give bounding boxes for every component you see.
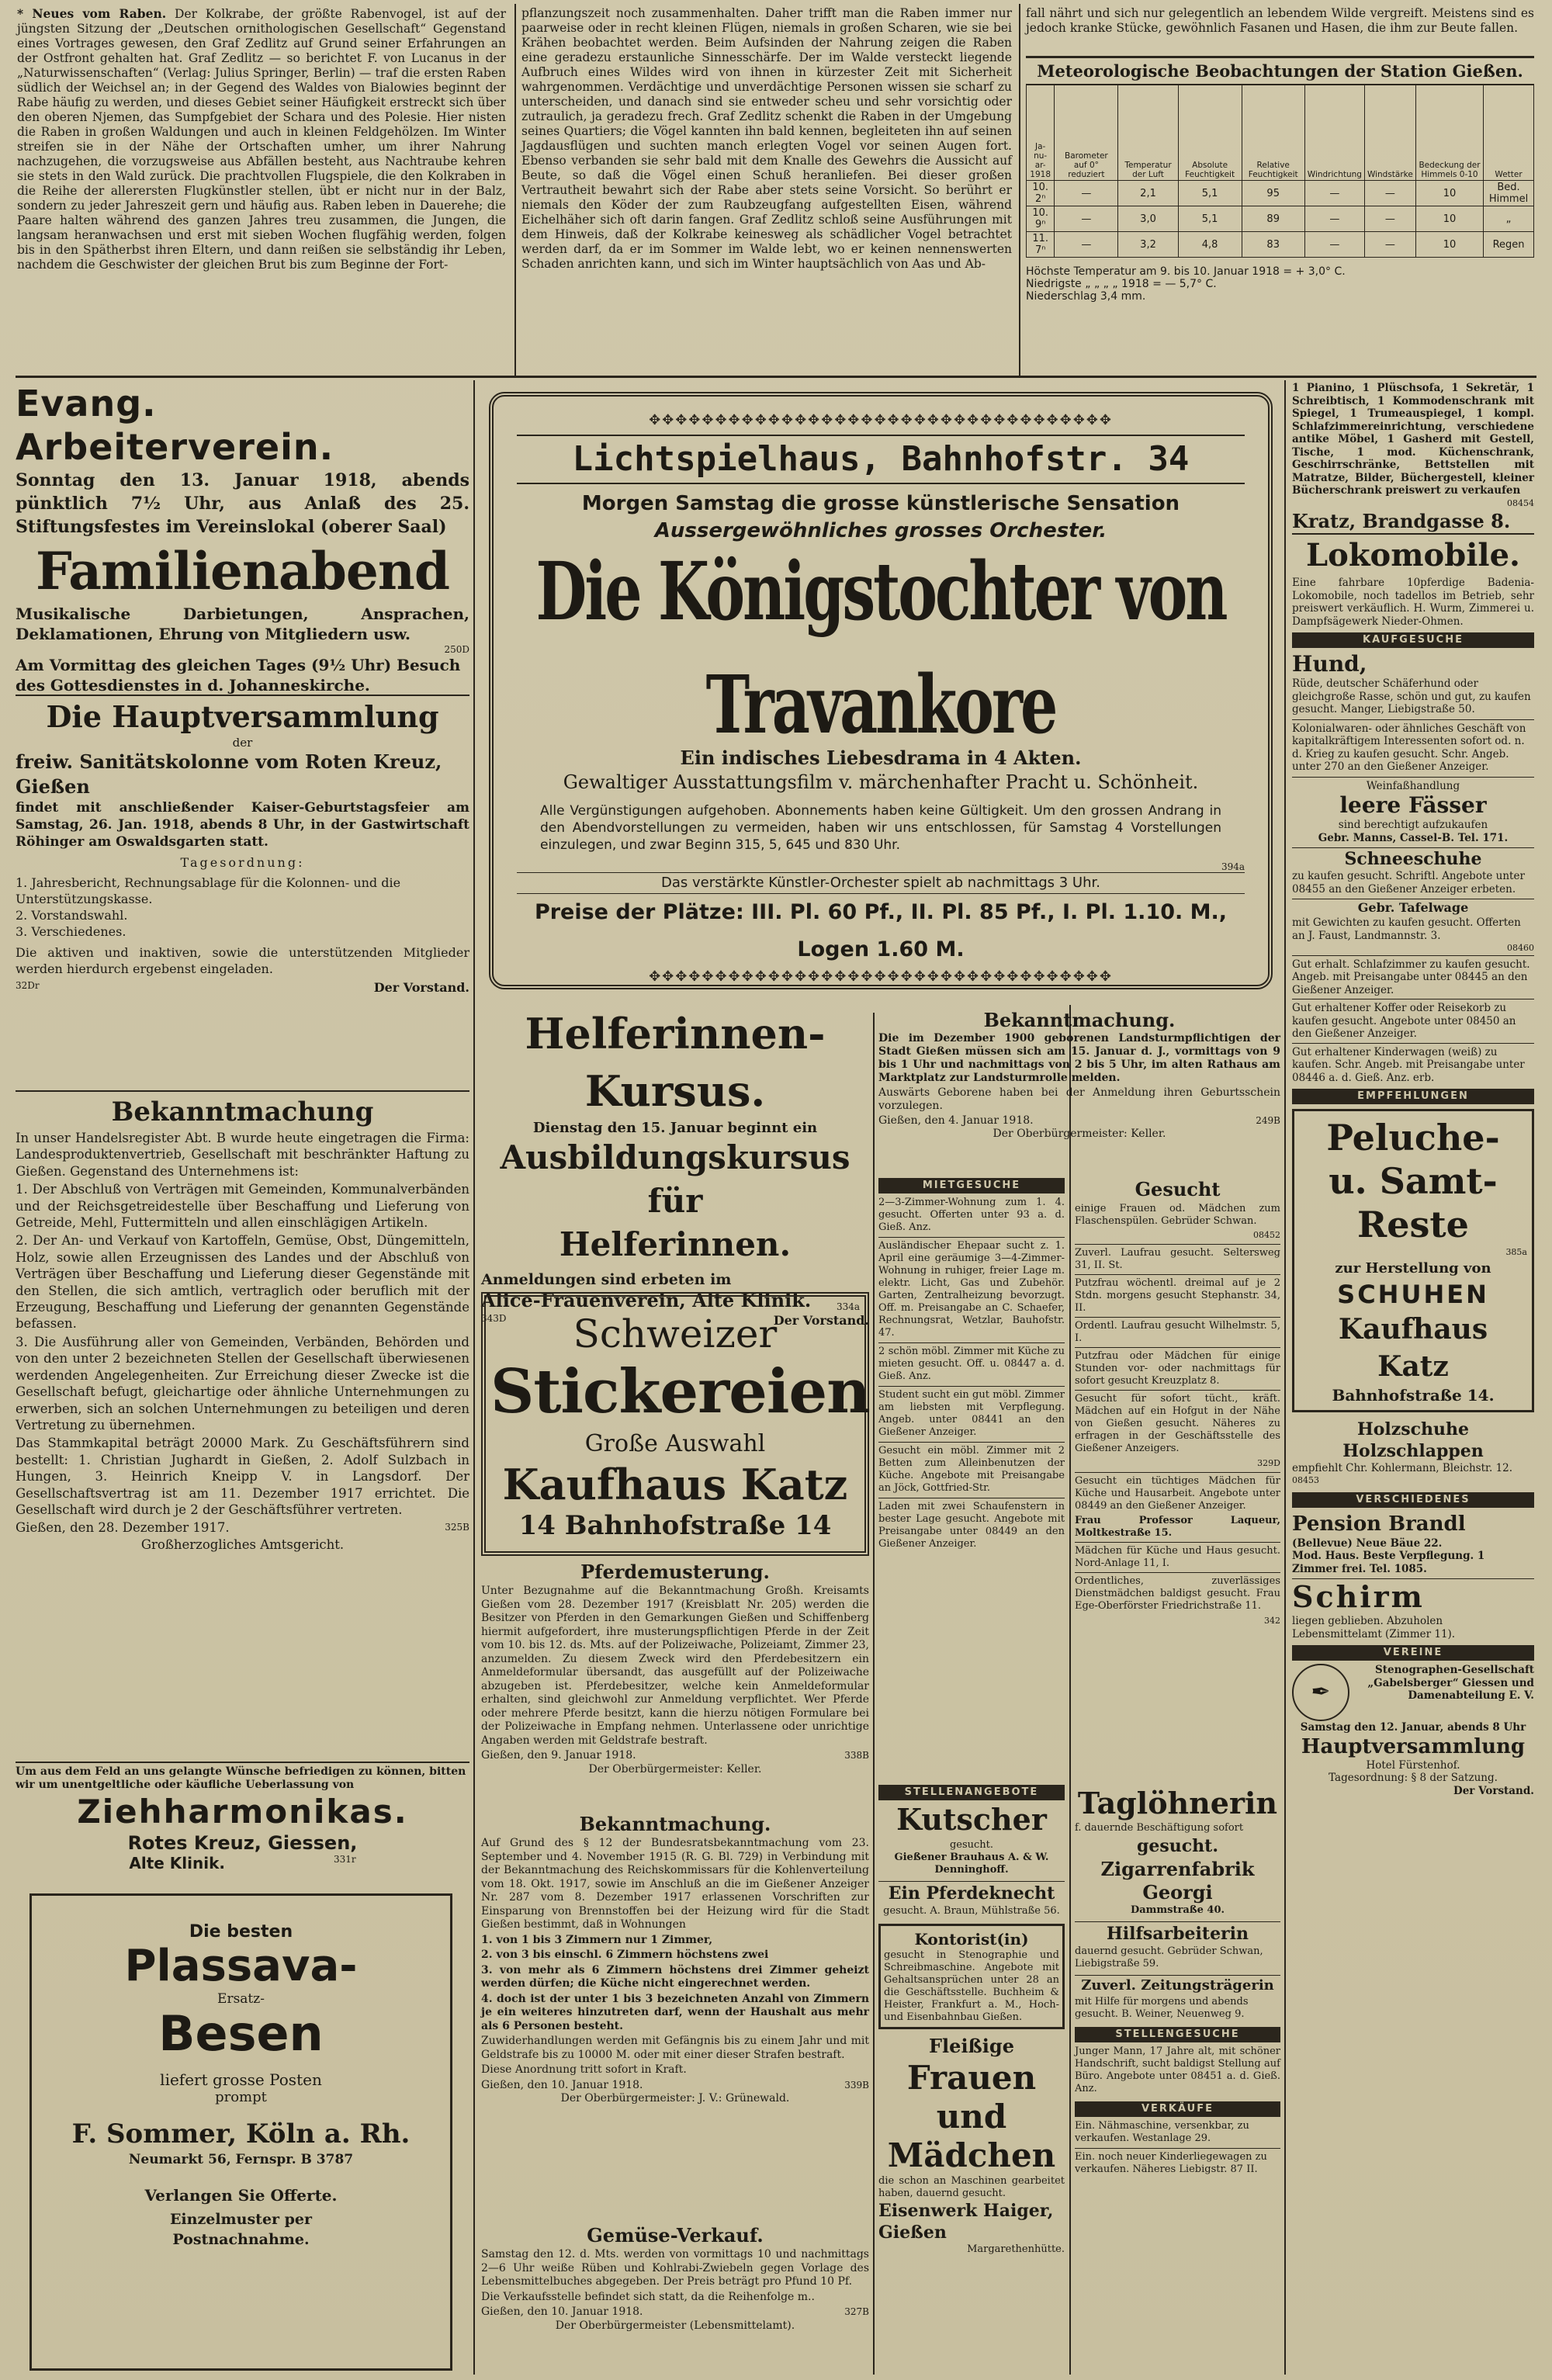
ad-text: dauernd gesucht. Gebrüder Schwan, Liebigstraße 59. bbox=[1075, 1945, 1263, 1969]
weather-cell: 11. 7ⁿ bbox=[1027, 232, 1055, 258]
section-gesucht bbox=[1075, 1178, 1280, 1783]
notice-item: 3. von mehr als 6 Zimmern höchstens drei Zimmer geheizt werden dürfen; die Küche nicht eingerechnet werden. bbox=[481, 1963, 869, 1990]
notice-text: Das Stammkapital beträgt 20000 Mark. Zu Geschäftsführern sind bestellt: 1. Christian Jughardt in Gießen, 2. Adolf Sulzbach in Hungen, 3. Heinrich Kneipp V. in Langsdorf. Der Gesellschaftsvertrag ist am 11. Dezember 1917 errichtet. Die Gesellschaft wird durch je 2 der Geschäftsführer vertreten. bbox=[16, 1436, 469, 1517]
weather-cell: — bbox=[1055, 181, 1118, 206]
notice-title: Pferdemusterung. bbox=[580, 1561, 770, 1583]
classified-ad: Gesucht ein möbl. Zimmer mit 2 Betten zum Alleinbenutzen der Küche. Angebote mit Preisangabe an Jöck, Gottfried-Str. bbox=[878, 1442, 1065, 1495]
ad-code: 394a bbox=[1221, 861, 1245, 872]
ad-title: Kutscher bbox=[896, 1802, 1047, 1837]
ad-der: der bbox=[232, 736, 253, 750]
ad-title: Schirm bbox=[1292, 1578, 1534, 1615]
ad-text: Rüde, deutscher Schäferhund oder gleichgroße Rasse, schön und gut, zu kaufen gesucht. Manger, Liebigstraße 50. bbox=[1292, 677, 1531, 715]
weather-cell: 10 bbox=[1415, 232, 1483, 258]
ad-line4: Kaufhaus Katz bbox=[502, 1460, 848, 1509]
notice-item: 2. von 3 bis einschl. 6 Zimmern höchstens zwei bbox=[481, 1949, 769, 1961]
notice-code: 325B bbox=[445, 1522, 469, 1533]
section-mietgesuche bbox=[878, 1178, 1065, 1783]
ad-prices: Preise der Plätze: III. Pl. 60 Pf., II. Pl. 85 Pf., I. Pl. 1.10. M., Logen 1.60 M. bbox=[534, 900, 1228, 961]
weather-cell: — bbox=[1364, 232, 1415, 258]
section-header: STELLENGESUCHE bbox=[1075, 2027, 1280, 2042]
weather-cell: Regen bbox=[1484, 232, 1534, 258]
ad-firm: Eisenwerk Haiger, Gießen bbox=[878, 2201, 1054, 2243]
notice-text: Samstag den 12. d. Mts. werden von vormittags 10 und nachmittags 2—6 Uhr weiße Rüben und Kohlrabi-Zwiebeln gegen Vorlage des Lebensmittelbuches abgegeben. Der Preis beträgt pro Pfund 10 Pf. bbox=[481, 2248, 869, 2288]
ad-headline: Familienabend bbox=[35, 541, 450, 601]
ad-peluche bbox=[1292, 1109, 1534, 1412]
ad-text: Samstag den 12. Januar, abends 8 Uhr bbox=[1300, 1721, 1526, 1734]
article-text: fall nährt und sich nur gelegentlich an lebendem Wilde vergreift. Meistens sind es jedoch kranke Stücke, gewöhnlich Fasanen und Hasen, die ihm zur Beute fallen. bbox=[1026, 6, 1534, 35]
ad-best: Die besten bbox=[189, 1922, 293, 1942]
ad-title: Peluche- bbox=[1326, 1117, 1500, 1159]
article-raben-part1 bbox=[17, 6, 506, 371]
ad-text: mit Hilfe für morgens und abends gesucht. B. Weiner, Neuenweg 9. bbox=[1075, 1996, 1249, 2020]
ad-tagesordnung: Tagesordnung: bbox=[180, 855, 305, 870]
ad-title2: u. Samt- bbox=[1329, 1160, 1498, 1202]
ad-text: gesucht. bbox=[949, 1839, 994, 1851]
notice-code: 338B bbox=[844, 1750, 869, 1761]
notice-date: Gießen, den 4. Januar 1918. bbox=[878, 1114, 1034, 1127]
ad-text: Gut erhalt. Schlafzimmer zu kaufen gesucht. Angeb. mit Preisangabe unter 08445 an den Gießener Anzeiger. bbox=[1292, 955, 1534, 997]
weather-cell: — bbox=[1304, 181, 1364, 206]
notice-text: Auswärts Geborene haben bei der Anmeldung ihren Geburtsschein vorzulegen. bbox=[878, 1086, 1280, 1112]
ad-code: 08452 bbox=[1253, 1230, 1280, 1240]
weather-cell: „ bbox=[1484, 206, 1534, 232]
classified-ad: Zuverl. Laufrau gesucht. Seltersweg 31, II. St. bbox=[1075, 1244, 1280, 1272]
notice-gemuese bbox=[481, 2223, 869, 2375]
ad-code: 08454 bbox=[1507, 497, 1534, 508]
ad-program: Musikalische Darbietungen, Ansprachen, Deklamationen, Ehrung von Mitgliedern usw. bbox=[16, 605, 469, 643]
column-rule bbox=[1069, 1005, 1071, 2375]
weather-section bbox=[1026, 56, 1534, 374]
notice-title: Bekanntmachung. bbox=[579, 1813, 771, 1835]
notice-text: Unter Bezugnahme auf die Bekanntmachung Großh. Kreisamts Gießen vom 28. Dezember 1917 (Kreisblatt Nr. 205) werden die Besitzer von Pferden in den Gemarkungen Gießen und Schiffenberg hiermit aufgefordert, ihre musterungspflichtigen Pferde in der Zeit vom 10. bis 12. ds. Mts. auf der Polizeiwache, Polizeiamt, Zimmer 23, anzumelden. Zu diesem Zweck wird den Pferdebesitzern ein Anmeldeformular übersandt, das ausgefüllt auf der Polizeiwache abzugeben ist. Pferdebesitzer, welche kein Anmeldeformular erhalten, sind gleichwohl zur Anmeldung verpflichtet. Wer Pferde oder mehrere Pferde besitzt, kann die hierzu nötigen Formulare bei der Polizeiwache in Empfang nehmen. Unterlassene oder unrichtige Angaben werden mit Geldstrafe bestraft. bbox=[481, 1585, 869, 1747]
ad-text: Tagesordnung: § 8 der Satzung. bbox=[1329, 1772, 1498, 1784]
weather-cell: 5,1 bbox=[1178, 206, 1242, 232]
ad-text: Kolonialwaren- oder ähnliches Geschäft von kapitalkräftigem Interessenten sofort od. n. d. Krieg zu kaufen gesucht. Schr. Angeb. unter 270 an den Gießener Anzeiger. bbox=[1292, 719, 1534, 774]
ad-orchestra2: Das verstärkte Künstler-Orchester spielt ab nachmittags 3 Uhr. bbox=[517, 872, 1245, 894]
ad-cinema: ✥✥✥✥✥✥✥✥✥✥✥✥✥✥✥✥✥✥✥✥✥✥✥✥✥✥✥✥✥✥✥✥✥✥✥ Lichtspielhaus, Bahnhofstr. 34 Morgen Samstag die grosse künstlerische Sensation Aussergewöhnliches grosses Orchester. Die Königstochter von Travankore Ein indisches Liebesdrama in 4 Akten. Gewaltiger Ausstattungsfilm v. märchenhafter Pracht u. Schönheit. Alle Vergünstigungen aufgehoben. Abonnements haben keine Gültigkeit. Um den grossen Andrang in den Abendvorstellungen zu vermeiden, haben wir uns entschlossen, für Samstag 4 Vorstellungen einzulegen, und zwar Beginn 315, 5, 645 und 830 Uhr. 394a Das verstärkte Künstler-Orchester spielt ab nachmittags 3 Uhr. Preise der Plätze: III. Pl. 60 Pf., II. Pl. 85 Pf., I. Pl. 1.10. M., Logen 1.60 M. ✥✥✥✥✥✥✥✥✥✥✥✥✥✥✥✥✥✥✥✥✥✥✥✥✥✥✥✥✥✥✥✥✥✥✥ bbox=[489, 392, 1273, 989]
ad-title: Taglöhnerin bbox=[1077, 1786, 1278, 1821]
ad-title: Lichtspielhaus, Bahnhofstr. 34 bbox=[517, 435, 1245, 484]
ad-firm: Zigarrenfabrik Georgi bbox=[1100, 1858, 1255, 1904]
ad-code: 342 bbox=[1264, 1616, 1280, 1626]
notice-item: 1. von 1 bis 3 Zimmern nur 1 Zimmer, bbox=[481, 1933, 713, 1946]
ad-evang-arbeiterverein bbox=[16, 382, 469, 695]
weather-cell: 10 bbox=[1415, 206, 1483, 232]
ad-title: Ein Pferdeknecht bbox=[878, 1881, 1065, 1905]
ad-org: freiw. Sanitätskolonne vom Roten Kreuz, Gießen bbox=[16, 750, 442, 798]
ad-title2: Besen bbox=[158, 2005, 324, 2062]
ad-plassava bbox=[29, 1893, 452, 2371]
ad-items bbox=[16, 875, 469, 940]
ad-title: Evang. Arbeiterverein. bbox=[16, 383, 334, 468]
ad-code: 32Dr bbox=[16, 980, 40, 991]
ad-title3: Reste bbox=[1357, 1204, 1469, 1245]
weather-cell: 10. 2ⁿ bbox=[1027, 181, 1055, 206]
weather-header: Absolute Feuchtigkeit bbox=[1178, 85, 1242, 181]
ad-title2: Holzschlappen bbox=[1342, 1440, 1484, 1461]
notice-title: Gemüse-Verkauf. bbox=[587, 2224, 764, 2247]
ad-addr: Alte Klinik. bbox=[129, 1854, 225, 1872]
ad-code: 250D bbox=[444, 644, 469, 655]
ad-text: Eine fahrbare 10pferdige Badenia-Lokomobile, noch tadellos im Betrieb, sehr preiswert verkäuflich. H. Wurm, Zimmerei u. Dampfsägewerk Nieder-Ohmen. bbox=[1292, 577, 1534, 628]
section-rule bbox=[16, 376, 1536, 378]
ad-text: gesucht. bbox=[1137, 1836, 1218, 1856]
notice-date: Gießen, den 9. Januar 1918. bbox=[481, 1749, 636, 1762]
ad-text: Gut erhaltener Koffer oder Reisekorb zu kaufen gesucht. Angebote unter 08450 an den Gießener Anzeiger. bbox=[1292, 999, 1534, 1041]
weather-cell: 3,2 bbox=[1118, 232, 1178, 258]
classified-ad: Ausländischer Ehepaar sucht z. 1. April eine geräumige 3—4-Zimmer-Wohnung in ruhiger, freier Lage m. elektr. Licht, Gas und Zubehör. Garten, Zentralheizung bevorzugt. Off. m. Preisangabe an C. Schaefer, Rechnungsrat, Wetzlar, Bauhofstr. 47. bbox=[878, 1237, 1065, 1339]
article-text: pflanzungszeit noch zusammenhalten. Daher trifft man die Raben immer nur paarweise oder in recht kleinen Flügen, niemals in großen Scharen, wie sie bei Krähen beobachtet werden. Beim Aufsinden der Nahrung zeigen die Raben eine geradezu erstaunliche Sinnesschärfe. Der im Walde versteckt liegende Aufbruch eines Wildes wird von ihnen in kürzester Zeit mit Sicherheit wahrgenommen. Verdächtige und unverdächtige Personen wissen sie scharf zu unterscheiden, und danach sind sie entweder scheu und sehr vorsichtig oder zutraulich, ja geradezu frech. Graf Zedlitz schenkt die Raben in der Umgebung seines Quartiers; die Vögel kannten ihn bald kennen, begleiteten ihn auf seinen Jagdausflügen und suchten manch erlegten Vogel vor seinen Augen fort. Ebenso verbanden sie sehr bald mit dem Knalle des Gewehrs die Aussicht auf Beute, so daß die Vögel einen Schuß heranliefen. Bei dieser großen Vertrautheit bewahrt sich der Rabe aber stets seine Vorsicht. So berührt er niemals den Köder der zum Raubzeugfang aufgestellten Eisen, während Eichelhäher sich oft darin fangen. Graf Zedlitz schloß seine Ausführungen mit dem Hinweis, daß der Kolkrabe keinesweg als schädlicher Vogel betrachtet werden darf, da er im Sommer im Walde lebt, wo er keinen nennenswerten Schaden anrichten kann, und sich im Winter hauptsächlich von Aas und Ab- bbox=[521, 6, 1012, 271]
ad-text: Ein. noch neuer Kinderliegewagen zu verkaufen. Näheres Liebigstr. 87 II. bbox=[1075, 2148, 1280, 2176]
ad-sign: Der Vorstand. bbox=[1453, 1784, 1534, 1797]
ad-text: Gießener Brauhaus A. & W. Denninghoff. bbox=[894, 1852, 1049, 1876]
ad-intro: Sonntag den 13. Januar 1918, abends pünktlich 7½ Uhr, aus Anlaß des 25. Stiftungsfestes im Vereinslokal (oberer Saal) bbox=[16, 470, 469, 537]
article-raben-part2 bbox=[521, 6, 1012, 371]
notice-text: Die Verkaufsstelle befindet sich statt, da die Reihenfolge m.. bbox=[481, 2290, 815, 2303]
ad-reg: Anmeldungen sind erbeten im bbox=[481, 1271, 732, 1288]
ad-text: 1 Pianino, 1 Plüschsofa, 1 Sekretär, 1 Schreibtisch, 1 Kommodenschrank mit Spiegel, 1 Trumeauspiegel, 1 kompl. Schlafzimmereinrichtung, verschiedene antike Möbel, 1 Gasherd mit Gestell, Tische, 1 mod. Küchenschrank, Geschirrschränke, Bettstellen mit Matratze, Bilder, Büchergestell, kleiner Bücherschrank preiswert zu verkaufen bbox=[1292, 382, 1534, 497]
weather-header: Barometer auf 0° reduziert bbox=[1055, 85, 1118, 181]
classified-ad: Student sucht ein gut möbl. Zimmer am liebsten mit Verpflegung. Angeb. unter 08441 an den Gießener Anzeiger. bbox=[878, 1386, 1065, 1439]
weather-cell: 95 bbox=[1242, 181, 1304, 206]
ad-code: 343D bbox=[481, 1313, 507, 1324]
weather-header: Windstärke bbox=[1364, 85, 1415, 181]
notice-title: Bekanntmachung. bbox=[983, 1009, 1176, 1031]
section-header: VEREINE bbox=[1292, 1645, 1534, 1661]
weather-cell: — bbox=[1364, 206, 1415, 232]
classified-ad: Laden mit zwei Schaufenstern in bester Lage gesucht. Angebote mit Preisangabe unter 08449 an den Gießener Anzeiger. bbox=[878, 1498, 1065, 1550]
emblem-icon: ✒ bbox=[1292, 1664, 1349, 1721]
weather-header: Temperatur der Luft bbox=[1118, 85, 1178, 181]
weather-row bbox=[1027, 232, 1534, 258]
notice-date: Gießen, den 10. Januar 1918. bbox=[481, 2306, 643, 2318]
weather-cell: 5,1 bbox=[1178, 181, 1242, 206]
weather-cell: — bbox=[1055, 206, 1118, 232]
ad-title: Schneeschuhe bbox=[1292, 847, 1534, 870]
weather-header: Bedeckung der Himmels 0-10 bbox=[1415, 85, 1483, 181]
ad-ziehharmonikas bbox=[16, 1765, 469, 1882]
agenda-item: 2. Vorstandswahl. bbox=[16, 908, 128, 923]
column-rule bbox=[873, 1013, 875, 2375]
notice-date: Gießen, den 10. Januar 1918. bbox=[481, 2078, 643, 2091]
classified-ad: Frau Professor Laqueur, Moltkestraße 15. bbox=[1075, 1515, 1280, 1539]
ad-title: Plassava- bbox=[124, 1941, 358, 1991]
notice-item: 4. doch ist der unter 1 bis 3 bezeichneten Anzahl von Zimmern je ein weiteres hinzutreten darf, wenn der Haushalt aus mehr als 6 Personen besteht. bbox=[481, 1992, 869, 2032]
notice-code: 249B bbox=[1256, 1115, 1280, 1126]
ad-title: Ziehharmonikas. bbox=[77, 1793, 408, 1831]
weather-cell: — bbox=[1304, 206, 1364, 232]
classified-ad: 2—3-Zimmer-Wohnung zum 1. 4. gesucht. Offerten unter 93 a. d. Gieß. Anz. bbox=[878, 1197, 1065, 1233]
ad-title: Pension Brandl bbox=[1292, 1512, 1466, 1536]
classified-ad: Ordentl. Laufrau gesucht Wilhelmstr. 5, I. bbox=[1075, 1317, 1280, 1345]
section-header: VERSCHIEDENES bbox=[1292, 1492, 1534, 1508]
ad-sub: Ein indisches Liebesdrama in 4 Akten. bbox=[680, 747, 1082, 769]
weather-header: Wetter bbox=[1484, 85, 1534, 181]
notice-text: 2. Der An- und Verkauf von Kartoffeln, Gemüse, Obst, Düngemitteln, Holz, sowie allen Erzeugnissen des Landes und der Abschluß von Verträgen über Beschaffung und Lieferung dieser Gegenstände mit den Stellen, die sich amtlich, vertraglich oder beruflich mit der Erzeugung, Beschaffung und Lieferung der genannten Gegenstände befassen. bbox=[16, 1233, 469, 1332]
classified-ad: Putzfrau oder Mädchen für einige Stunden vor- oder nachmittags für sofort gesucht Kreuzplatz 8. bbox=[1075, 1347, 1280, 1387]
ad-note: Alle Vergünstigungen aufgehoben. Abonnements haben keine Gültigkeit. Um den grossen Andrang in den Abendvorstellungen zu vermeiden, haben wir uns entschlossen, für Samstag 4 Vorstellungen einzulegen, und zwar Beginn 315, 5, 645 und 830 Uhr. bbox=[540, 803, 1221, 853]
ad-code: 385a bbox=[1505, 1247, 1527, 1257]
ad-sign: Der Vorstand. bbox=[773, 1313, 869, 1328]
ad-line1: Schweizer bbox=[573, 1311, 778, 1356]
ad-text: empfiehlt Chr. Kohlermann, Bleichstr. 12. bbox=[1292, 1461, 1513, 1474]
weather-cell: 10. 9ⁿ bbox=[1027, 206, 1055, 232]
ad-code: 329D bbox=[1257, 1458, 1280, 1468]
section-right-column bbox=[1292, 382, 1534, 2375]
ad-big: Ausbildungskursus für bbox=[500, 1138, 850, 1220]
ad-text: Hotel Fürstenhof. bbox=[1366, 1758, 1460, 1772]
ad-text: f. dauernde Beschäftigung sofort bbox=[1075, 1822, 1244, 1834]
article-raben-part3 bbox=[1026, 6, 1534, 53]
ad-closing: Die aktiven und inaktiven, sowie die unterstützenden Mitglieder werden hierdurch ergebenst eingeladen. bbox=[16, 945, 469, 976]
ad-text: zur Herstellung von bbox=[1335, 1259, 1491, 1277]
section-stellen-right bbox=[1075, 1785, 1280, 2375]
ad-text: Ein. Nähmaschine, versenkbar, zu verkaufen. Westanlage 29. bbox=[1075, 2120, 1249, 2144]
notice-code: 339B bbox=[844, 2079, 869, 2091]
notice-text: 1. Der Abschluß von Verträgen mit Gemeinden, Kommunalverbänden und der Reichsgetreidestelle über Beschaffung und Lieferung von Getreide, Mehl, Futtermitteln und allen einschlägigen Artikeln. bbox=[16, 1182, 469, 1231]
ad-firm2: Margarethenhütte. bbox=[967, 2243, 1065, 2255]
ad-org: Alice-Frauenverein, Alte Klinik. bbox=[481, 1289, 812, 1311]
section-header: KAUFGESUCHE bbox=[1292, 632, 1534, 648]
ad-firm: F. Sommer, Köln a. Rh. bbox=[71, 2118, 411, 2150]
ad-title: Kontorist(in) bbox=[914, 1930, 1029, 1949]
notice-text: Die im Dezember 1900 geborenen Landsturmpflichtigen der Stadt Gießen müssen sich am 15. Januar d. J., vormittags von 9 bis 1 Uhr und nachmittags von 2 bis 5 Uhr, im alten Rathaus am Marktplatz zur Landsturmrolle melden. bbox=[878, 1032, 1280, 1084]
ad-title: leere Fässer bbox=[1339, 792, 1487, 818]
ad-sub2: Gewaltiger Ausstattungsfilm v. märchenhafter Pracht u. Schönheit. bbox=[563, 771, 1199, 793]
weather-row bbox=[1027, 181, 1534, 206]
ad-text: Mod. Haus. Beste Verpflegung. 1 Zimmer frei. Tel. 1085. bbox=[1292, 1550, 1485, 1575]
ad-line3: Große Auswahl bbox=[584, 1430, 766, 1457]
ad-firm: Kaufhaus Katz bbox=[1338, 1312, 1488, 1383]
classified-ad: Gesucht ein tüchtiges Mädchen für Küche und Hausarbeit. Angebote unter 08449 an den Gießener Anzeiger. bbox=[1075, 1472, 1280, 1512]
ad-line5: 14 Bahnhofstraße 14 bbox=[518, 1510, 832, 1541]
ad-text: gesucht. A. Braun, Mühlstraße 56. bbox=[883, 1905, 1060, 1917]
notice-text: Zuwiderhandlungen werden mit Gefängnis bis zu einem Jahr und mit Geldstrafe bis zu 10000 M. oder mit einer dieser Strafen bestraft. bbox=[481, 2035, 869, 2061]
ad-title: Hauptversammlung bbox=[1301, 1734, 1526, 1758]
classified-ad: einige Frauen od. Mädchen zum Flaschenspülen. Gebrüder Schwan. bbox=[1075, 1203, 1280, 1227]
ad-title: Lokomobile. bbox=[1292, 533, 1534, 577]
column-rule bbox=[1284, 380, 1286, 2375]
agenda-item: 1. Jahresbericht, Rechnungsablage für die Kolonnen- und die Unterstützungskasse. bbox=[16, 875, 401, 906]
classified-ad: Gesucht für sofort tücht., kräft. Mädchen auf ein Hofgut in der Nähe von Gießen gesucht. Näheres zu erfragen in der Geschäftsstelle des Gießener Anzeigers. bbox=[1075, 1390, 1280, 1455]
ad-date: Dienstag den 15. Januar beginnt ein bbox=[532, 1120, 818, 1136]
notice-text: In unser Handelsregister Abt. B wurde heute eingetragen die Firma: Landesproduktenvertrieb, Gesellschaft mit beschränkter Haftung zu Gießen. Gegenstand des Unternehmens ist: bbox=[16, 1131, 469, 1179]
ad-line1: liefert grosse Posten bbox=[160, 2070, 322, 2089]
weather-cell: 2,1 bbox=[1118, 181, 1178, 206]
notice-text: Diese Anordnung tritt sofort in Kraft. bbox=[481, 2063, 687, 2076]
ad-text: findet mit anschließender Kaiser-Geburtstagsfeier am Samstag, 26. Jan. 1918, abends 8 Uhr, in der Gastwirtschaft Röhinger am Oswaldsgarten statt. bbox=[16, 800, 469, 850]
notice-text: Auf Grund des § 12 der Bundesratsbekanntmachung vom 23. September und 4. November 1915 (R. G. Bl. 729) in Verbindung mit der Bekanntmachung des Reichskommissars für die Kohlenverteilung vom 18. Okt. 1917, sowie im Anschluß an die im Gießener Anzeiger Nr. 287 vom 8. Dezember 1917 erlassenen Vorschriften zur Einsparung von Brennstoffen bei der Heizung wird für die Stadt Gießen bestimmt, daß in Wohnungen bbox=[481, 1837, 869, 1931]
notice-text: 3. Die Ausführung aller von Gemeinden, Verbänden, Behörden und von den unter 2 bezeichneten Stellen der Gesellschaft überwiesenen werdenden Angelegenheiten. Zur Erreichung dieser Zwecke ist die Gesellschaft befugt, gleichartige oder ähnliche Unternehmungen zu erwerben, sich an solchen Unternehmungen zu beteiligen und deren Vertretung zu übernehmen. bbox=[16, 1334, 469, 1433]
notice-heizung bbox=[481, 1812, 869, 2219]
ad-sign: Der Vorstand. bbox=[373, 980, 469, 995]
weather-header: Windrichtung bbox=[1304, 85, 1364, 181]
ad-text: Weinfaßhandlung bbox=[1292, 777, 1534, 793]
ad-firm: Gebr. Manns, Cassel-B. Tel. 171. bbox=[1318, 831, 1509, 844]
agenda-item: 3. Verschiedenes. bbox=[16, 924, 126, 939]
weather-cell: — bbox=[1304, 232, 1364, 258]
ad-text: Junger Mann, 17 Jahre alt, mit schöner Handschrift, sucht baldigst Stellung auf Büro. Angebote unter 08451 a. d. Gieß. Anz. bbox=[1075, 2046, 1280, 2094]
ad-hauptversammlung bbox=[16, 698, 469, 1090]
weather-cell: 89 bbox=[1242, 206, 1304, 232]
ad-morning: Morgen Samstag die grosse künstlerische Sensation bbox=[581, 492, 1180, 515]
ad-ask: Verlangen Sie Offerte. bbox=[144, 2186, 338, 2205]
section-header: MIETGESUCHE bbox=[878, 1178, 1065, 1193]
ad-title: Gebr. Tafelwage bbox=[1292, 899, 1534, 916]
weather-table bbox=[1026, 85, 1534, 258]
ad-firm: Kratz, Brandgasse 8. bbox=[1292, 510, 1511, 532]
ad-text: sind berechtigt aufzukaufen bbox=[1338, 819, 1488, 831]
ad-morning: Am Vormittag des gleichen Tages (9½ Uhr) Besuch des Gottesdienstes in d. Johanneskirche. bbox=[16, 656, 461, 695]
notice-code: 327B bbox=[844, 2306, 869, 2317]
ad-text: Gut erhaltener Kinderwagen (weiß) zu kaufen. Schr. Angeb. mit Preisangabe unter 08446 a. d. Gieß. Anz. erb. bbox=[1292, 1043, 1534, 1085]
ad-text: Stenographen-Gesellschaft „Gabelsberger“ Giessen und Damenabteilung E. V. bbox=[1367, 1664, 1534, 1702]
ad-title: Zuverl. Zeitungsträgerin bbox=[1075, 1975, 1280, 1996]
ad-addr: Dammstraße 40. bbox=[1130, 1904, 1225, 1916]
column-rule bbox=[1019, 4, 1020, 376]
ad-stickereien bbox=[481, 1292, 869, 1556]
ad-title: Fleißige bbox=[929, 2035, 1014, 2057]
weather-cell: 83 bbox=[1242, 232, 1304, 258]
ad-title: Helferinnen-Kursus. bbox=[525, 1009, 826, 1116]
ad-film-title: Die Königstochter von Travankore bbox=[535, 545, 1226, 752]
ad-text: liegen geblieben. Abzuholen Lebensmittelamt (Zimmer 11). bbox=[1292, 1615, 1456, 1640]
ad-text: zu kaufen gesucht. Schriftl. Angebote unter 08455 an den Gießener Anzeiger erbeten. bbox=[1292, 870, 1525, 896]
section-stellenangebote bbox=[878, 1785, 1065, 2375]
section-header: STELLENANGEBOTE bbox=[878, 1785, 1065, 1800]
notice-pferdemusterung bbox=[481, 1560, 869, 1808]
ad-addr: Neumarkt 56, Fernspr. B 3787 bbox=[128, 2152, 354, 2167]
notice-sign: Der Oberbürgermeister (Lebensmittelamt). bbox=[555, 2319, 795, 2332]
notice-sign: Der Oberbürgermeister: J. V.: Grünewald. bbox=[560, 2092, 790, 2105]
ad-code: 08460 bbox=[1507, 943, 1534, 953]
weather-header: Relative Feuchtigkeit bbox=[1242, 85, 1304, 181]
weather-cell: — bbox=[1364, 181, 1415, 206]
ad-org: Rotes Kreuz, Giessen, bbox=[127, 1832, 358, 1854]
ad-text: mit Gewichten zu kaufen gesucht. Offerten an J. Faust, Landmannstr. 3. bbox=[1292, 916, 1521, 942]
section-header: EMPFEHLUNGEN bbox=[1292, 1089, 1534, 1104]
notice-sign: Der Oberbürgermeister: Keller. bbox=[588, 1762, 762, 1775]
ad-intro: Um aus dem Feld an uns gelangte Wünsche befriedigen zu können, bitten wir um unentgeltliche oder käufliche Ueberlassung von bbox=[16, 1765, 466, 1791]
weather-title: Meteorologische Beobachtungen der Station Gießen. bbox=[1026, 56, 1534, 85]
notice-date: Gießen, den 28. Dezember 1917. bbox=[16, 1520, 230, 1536]
weather-max: Höchste Temperatur am 9. bis 10. Januar 1918 = + 3,0° C. bbox=[1026, 265, 1346, 278]
ad-text: gesucht in Stenographie und Schreibmaschine. Angebote mit Gehaltsansprüchen unter 28 an die Geschäftsstelle. Buchheim & Heister, Frankfurt a. M., Hoch- und Eisenbahnbau Gießen. bbox=[884, 1949, 1059, 2023]
ad-title: Die Hauptversammlung bbox=[46, 699, 439, 734]
article-text: Der Kolkrabe, der größte Rabenvogel, ist auf der jüngsten Sitzung der „Deutschen ornithologischen Gesellschaft“ Gegenstand eines Vortrages gewesen, den Graf Zedlitz auf Grund seiner Erfahrungen an der Ostfront gehalten hat. Graf Zedlitz — so berichtet F. von Lucanus in der „Naturwissenschaften“ (Verlag: Julius Springer, Berlin) — traf die ersten Raben südlich der Weichsel an; in der Gegend des Waldes von Bialowies beginnt der Rabe häufig zu werden, und dieses Gebiet seiner Häufigkeit erstreckt sich über den oberen Njemen, das Sumpfgebiet der Schara und des Polesie. Hier nisten die Raben in großen Waldungen und auch in kleinen Feldgehölzen. Im Winter streifen sie in der Nähe der Ortschaften umher, um ihrer Nahrung nachzugehen, die vorzugsweise aus Abfällen besteht, aus Nachtraube kehren sie stets in den Wald zurück. Die prachtvollen Flugspiele, die den Kolkraben in die Reihe der allerersten Flugkünstler stellen, übt er nicht nur in der Balz, sondern zu jeder Jahreszeit gern und häufig aus. Raben leben in Dauerehe; die Paare halten während des ganzen Jahres treu zusammen, die Jungen, die langsam heranwachsen und erst mit sieben Wochen flugfähig werden, folgen bis in den Spätherbst ihren Eltern, und dann reißen sie selbständig ihr Leben, nachdem die Geschwister der gleichen Brut bis zum Beginne der Fort- bbox=[17, 7, 506, 272]
ad-code: 331r bbox=[333, 1854, 356, 1865]
article-lead: * Neues vom Raben. bbox=[17, 6, 167, 21]
ad-schuhen: SCHUHEN bbox=[1337, 1279, 1489, 1309]
classified-ad: Mädchen für Küche und Haus gesucht. Nord-Anlage 11, I. bbox=[1075, 1542, 1280, 1570]
notice-title: Bekanntmachung bbox=[111, 1096, 374, 1128]
ad-title: Holzschuhe bbox=[1356, 1419, 1470, 1439]
weather-cell: 10 bbox=[1415, 181, 1483, 206]
weather-cell: 3,0 bbox=[1118, 206, 1178, 232]
notice-sign: Großherzogliches Amtsgericht. bbox=[140, 1536, 345, 1552]
notice-landsturm bbox=[878, 1009, 1280, 1176]
ad-title: Hilfsarbeiterin bbox=[1075, 1921, 1280, 1945]
ad-addr: Bahnhofstraße 14. bbox=[1332, 1385, 1495, 1405]
ad-line2: prompt bbox=[215, 2089, 267, 2105]
weather-row bbox=[1027, 206, 1534, 232]
bekanntmachung-handelsregister bbox=[16, 1094, 469, 1760]
column-rule bbox=[514, 4, 516, 376]
weather-cell: Bed. Himmel bbox=[1484, 181, 1534, 206]
notice-sign: Der Oberbürgermeister: Keller. bbox=[993, 1128, 1166, 1140]
ad-title: Gesucht bbox=[1135, 1178, 1221, 1200]
classified-ad: Putzfrau wöchentl. dreimal auf je 2 Stdn. morgens gesucht Stephanstr. 34, II. bbox=[1075, 1274, 1280, 1315]
classified-ad: 2 schön möbl. Zimmer mit Küche zu mieten gesucht. Off. u. 08447 a. d. Gieß. Anz. bbox=[878, 1342, 1065, 1383]
ad-sample: Einzelmuster per Postnachnahme. bbox=[169, 2211, 313, 2248]
classified-ad: Ordentliches, zuverlässiges Dienstmädchen baldigst gesucht. Frau Ege-Oberförster Friedrichstraße 11. bbox=[1075, 1572, 1280, 1613]
section-header: VERKÄUFE bbox=[1075, 2101, 1280, 2117]
ad-code: 08453 bbox=[1292, 1475, 1319, 1485]
ad-text: (Bellevue) Neue Bäue 22. bbox=[1292, 1536, 1443, 1550]
ad-big2: Helferinnen. bbox=[559, 1225, 792, 1263]
ad-line2: Stickereien bbox=[490, 1356, 870, 1427]
weather-cell: 4,8 bbox=[1178, 232, 1242, 258]
ad-title: Frauen und Mädchen bbox=[887, 2059, 1056, 2174]
ad-ersatz: Ersatz- bbox=[217, 1991, 265, 2007]
weather-header: Ja- nu- ar- 1918 bbox=[1027, 85, 1055, 181]
weather-cell: — bbox=[1055, 232, 1118, 258]
ad-title: Hund, bbox=[1292, 651, 1367, 677]
weather-rain: Niederschlag 3,4 mm. bbox=[1026, 290, 1146, 303]
weather-min: Niedrigste „ „ „ „ 1918 = — 5,7° C. bbox=[1026, 278, 1217, 290]
ad-text: die schon an Maschinen gearbeitet haben, dauernd gesucht. bbox=[878, 2175, 1065, 2199]
column-rule bbox=[473, 380, 475, 2375]
ad-code: 334a bbox=[836, 1301, 860, 1312]
ad-orchestra: Aussergewöhnliches grosses Orchester. bbox=[654, 519, 1107, 542]
